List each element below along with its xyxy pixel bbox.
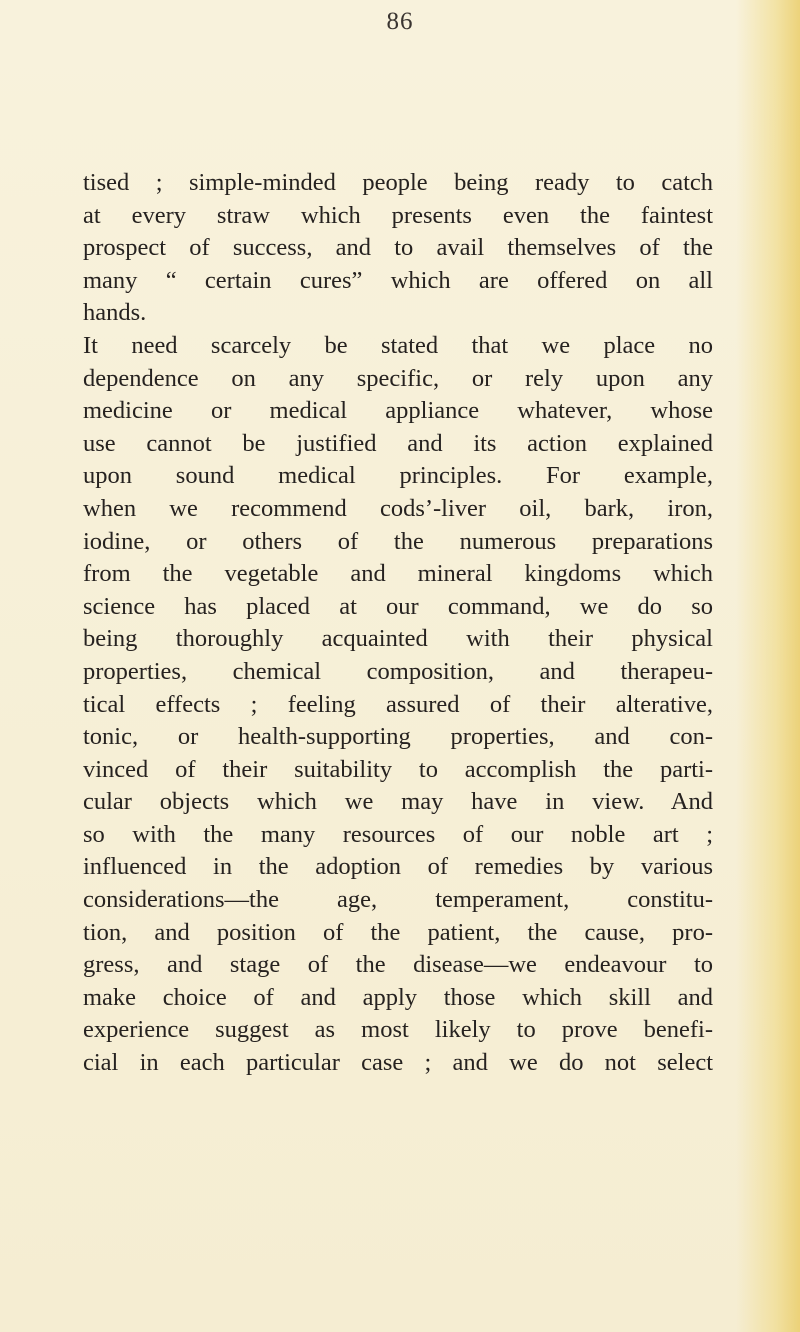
text-line: at every straw which presents even the faintest bbox=[83, 201, 713, 229]
text-line: properties, chemical composition, and therapeu- bbox=[83, 657, 713, 685]
text-line: tion, and position of the patient, the cause, pro- bbox=[83, 918, 713, 946]
text-line: medicine or medical appliance whatever, whose bbox=[83, 397, 713, 425]
page-number: 86 bbox=[386, 8, 414, 35]
text-line: vinced of their suitability to accomplish the parti- bbox=[83, 755, 713, 783]
text-line: from the vegetable and mineral kingdoms which bbox=[83, 560, 713, 588]
text-line: tical effects ; feeling assured of their alterative, bbox=[83, 690, 713, 718]
text-line: prospect of success, and to avail themselves of the bbox=[83, 234, 713, 262]
text-line: considerations—the age, temperament, constitu- bbox=[83, 886, 713, 914]
text-line: experience suggest as most likely to prove benefi- bbox=[83, 1016, 713, 1044]
text-line: so with the many resources of our noble art ; bbox=[83, 820, 713, 848]
text-line: influenced in the adoption of remedies by various bbox=[83, 853, 713, 881]
body-text bbox=[83, 167, 713, 1080]
text-line: dependence on any specific, or rely upon any bbox=[83, 364, 713, 392]
text-line: hands. bbox=[83, 299, 147, 327]
text-line: when we recommend cods’-liver oil, bark, iron, bbox=[83, 494, 713, 522]
text-line: tonic, or health-supporting properties, and con- bbox=[83, 723, 713, 751]
text-line: cular objects which we may have in view. And bbox=[83, 788, 713, 816]
text-line: iodine, or others of the numerous preparations bbox=[83, 527, 713, 555]
text-line: gress, and stage of the disease—we endeavour to bbox=[83, 951, 713, 979]
text-line: science has placed at our command, we do so bbox=[83, 592, 713, 620]
text-line: cial in each particular case ; and we do not select bbox=[83, 1049, 713, 1077]
text-line: many “ certain cures” which are offered on all bbox=[83, 266, 713, 294]
text-line: use cannot be justified and its action explained bbox=[83, 429, 713, 457]
text-line: upon sound medical principles. For example, bbox=[83, 462, 713, 490]
text-line: It need scarcely be stated that we place no bbox=[83, 331, 713, 359]
text-line: being thoroughly acquainted with their physical bbox=[83, 625, 713, 653]
text-line: tised ; simple-minded people being ready to catch bbox=[83, 169, 713, 196]
text-line: make choice of and apply those which skill and bbox=[83, 983, 713, 1011]
